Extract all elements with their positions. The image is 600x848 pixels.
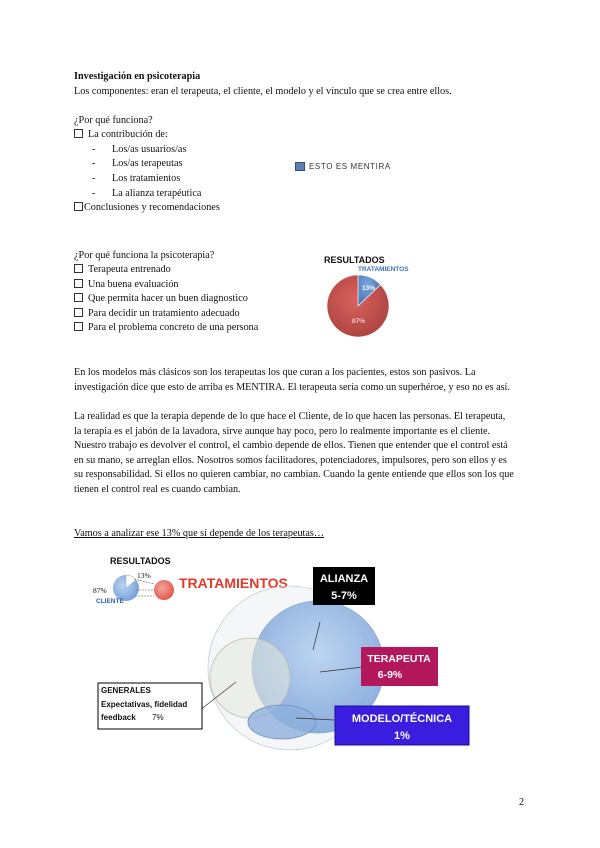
image-icon	[295, 162, 305, 171]
list-item-text: Los/as terapeutas	[112, 158, 183, 169]
checkbox-icon	[74, 264, 83, 273]
generales-line2: feedback	[101, 713, 136, 722]
list-item: - Los tratamientos	[92, 173, 181, 184]
mentira-note	[295, 162, 391, 171]
conclusions-label: Conclusiones y recomendaciones	[84, 202, 220, 213]
modelo-name: MODELO/TÉCNICA	[351, 713, 453, 725]
generales-name: GENERALES	[101, 686, 151, 695]
list-item-text: Los/as usuarios/as	[112, 144, 187, 155]
intro-text: Los componentes: eran el terapeuta, el cliente, el modelo y el vínculo que se crea entre ellos.	[74, 86, 452, 97]
reason-item	[74, 321, 258, 336]
contribution-label: La contribución de:	[88, 129, 168, 140]
reason-text: Para el problema concreto de una persona	[88, 322, 259, 333]
list-item-text: La alianza terapéutica	[112, 188, 202, 199]
checkbox-icon	[74, 279, 83, 288]
alianza-name: ALIANZA	[319, 573, 369, 585]
checkbox-icon	[74, 308, 83, 317]
reason-item	[74, 278, 179, 293]
analysis-heading: Vamos a analizar ese 13% que sí depende de los terapeutas…	[74, 528, 325, 539]
terapeuta-value: 6-9%	[377, 669, 403, 681]
reason-item	[74, 292, 248, 307]
checkbox-icon	[74, 202, 83, 211]
checkbox-icon	[74, 293, 83, 302]
small-pie-label-13: 13%	[137, 571, 151, 580]
pie-title: RESULTADOS	[324, 255, 385, 265]
pie-legend-tratamientos: TRATAMIENTOS	[358, 266, 409, 273]
tratamientos-circle	[154, 580, 174, 600]
alianza-value: 5-7%	[331, 590, 357, 602]
checkbox-icon	[74, 129, 83, 138]
results-pie-chart	[318, 252, 428, 342]
paragraph-classic-models: En los modelos más clásicos son los terapeutas los que curan a los pacientes, estos son pasivos. La investigación dice que esto de arriba es MENTIRA. El terapeuta sería como un superhéroe, y eso no es así.	[74, 367, 510, 393]
small-pie-cliente-label: CLIENTE	[96, 598, 124, 605]
tratamientos-label: TRATAMIENTOS	[179, 575, 288, 591]
small-pie-label-87: 87%	[93, 586, 107, 595]
modelo-ellipse	[248, 705, 316, 739]
reason-text: Para decidir un tratamiento adecuado	[88, 308, 240, 319]
mentira-label: ESTO ES MENTIRA	[309, 162, 391, 171]
question-why-psychotherapy: ¿Por qué funciona la psicoterapia?	[74, 250, 215, 261]
reason-text: Terapeuta entrenado	[88, 264, 171, 275]
page-number: 2	[519, 797, 525, 808]
list-item: - Los/as usuarios/as	[92, 144, 187, 155]
modelo-value: 1%	[394, 730, 410, 742]
reason-text: Que permita hacer un buen diagnostico	[88, 293, 248, 304]
reason-item	[74, 307, 240, 322]
reason-text: Una buena evaluación	[88, 279, 179, 290]
contribution-item	[74, 128, 168, 143]
diagram-title: RESULTADOS	[110, 556, 171, 566]
generales-value: 7%	[152, 713, 164, 722]
checkbox-icon	[74, 322, 83, 331]
conclusions-item	[74, 201, 220, 216]
list-item-text: Los tratamientos	[112, 173, 181, 184]
results-diagram	[88, 550, 488, 755]
reason-item	[74, 263, 171, 278]
pie-label-tratamientos: 13%	[362, 285, 376, 292]
terapeuta-name: TERAPEUTA	[367, 653, 431, 665]
list-item: - La alianza terapéutica	[92, 188, 202, 199]
question-why-works: ¿Por qué funciona?	[74, 115, 153, 126]
generales-line1: Expectativas, fidelidad	[101, 700, 188, 709]
pie-label-cliente: 87%	[352, 318, 366, 325]
list-item: - Los/as terapeutas	[92, 158, 183, 169]
document-title: Investigación en psicoterapia	[74, 71, 201, 82]
paragraph-reality: La realidad es que la terapia depende de lo que hace el Cliente, de lo que hacen las personas. El terapeuta, la terapia es el jabón de la lavadora, sirve aunque hay poco, pero lo realmente importante es el cliente. Nuestro trabajo es devolver el control, el cambio depende de ellos. Tienen que entender que el control está en su mano, se arreglan ellos. Nosotros somos facilitadores, potenciadores, impulsores, pero son ellos y es su responsabilidad. Si ellos no quieren cambiar, no cambian. Cuando la gente entiende que ellos son los que tienen el control real es cuando cambian.	[74, 411, 514, 495]
